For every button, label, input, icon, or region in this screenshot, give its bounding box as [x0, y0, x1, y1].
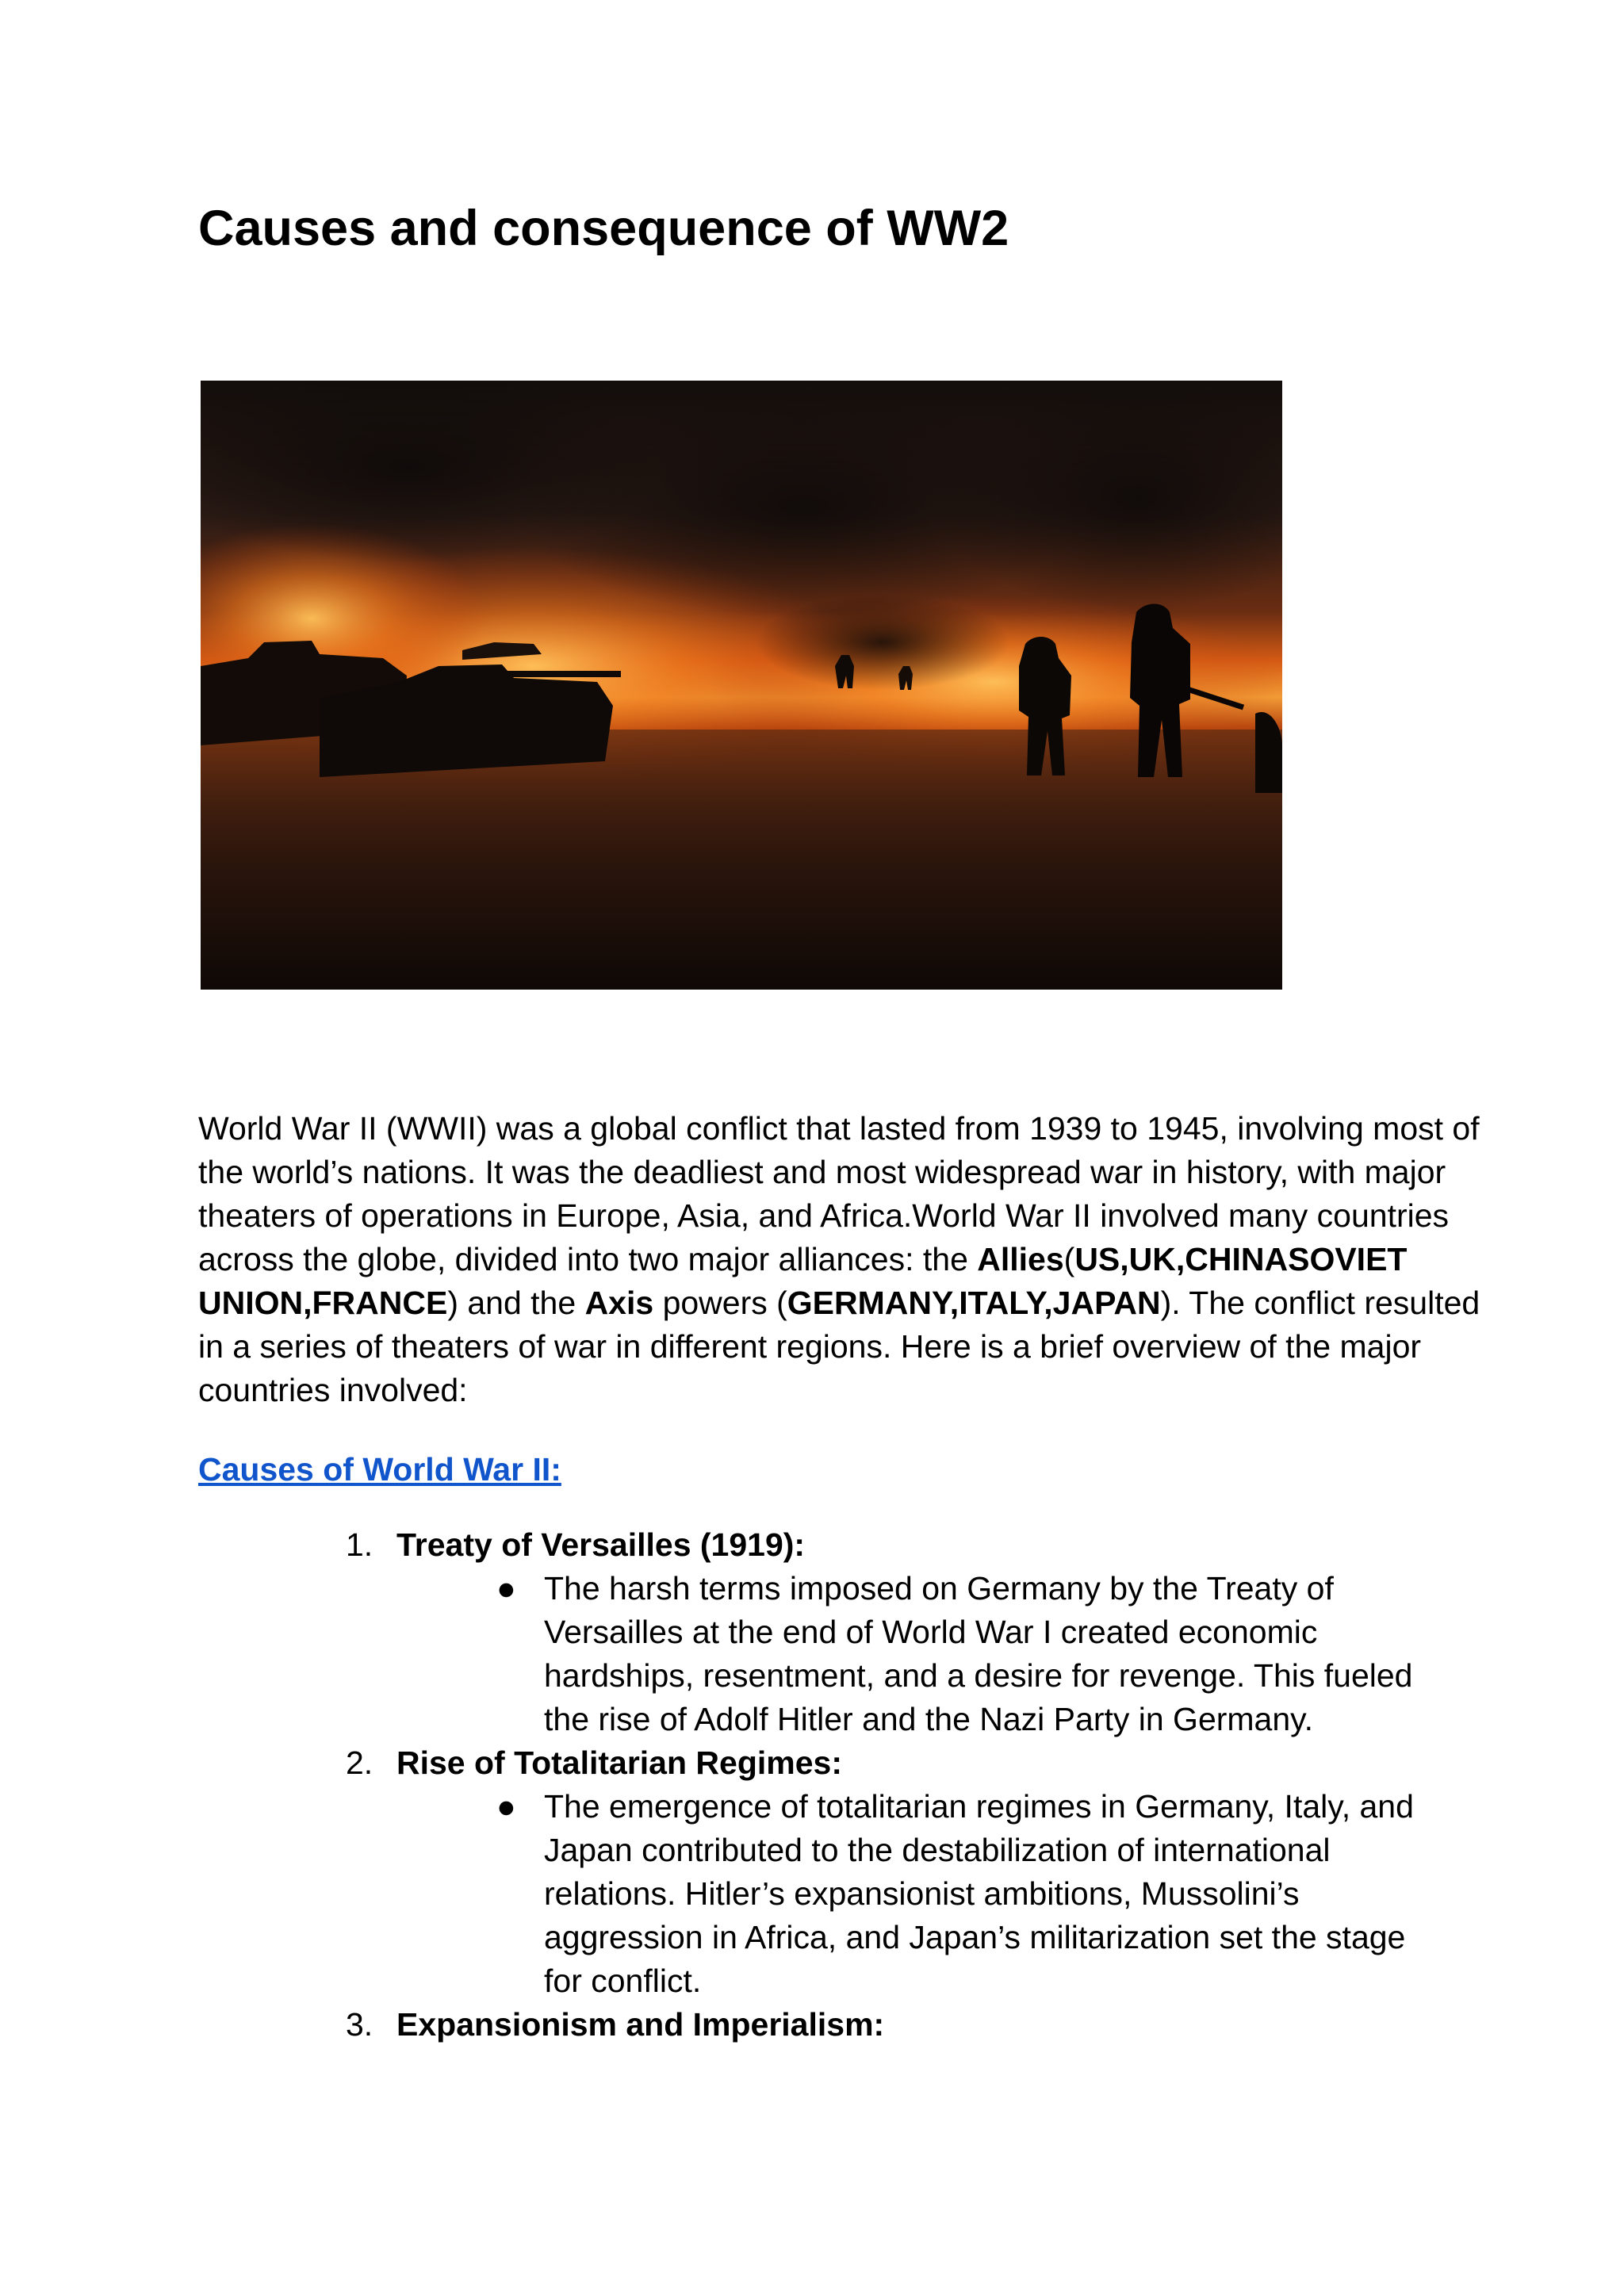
bullet-item — [0, 1567, 1440, 1741]
intro-text: World War II (WWII) was a global conflict that lasted from 1939 to 1945, involving most of the world’s nations. It was the deadliest and most widespread war in history, with major theaters of operations in Europe, Asia, and Africa.World War II involved many countries across the globe, divided into two major alliances: the — [198, 1110, 1480, 1277]
cause-heading — [0, 1741, 1624, 1785]
causes-list — [0, 1523, 1624, 2047]
list-number: 2. — [346, 1744, 373, 1781]
bullet-text: The emergence of totalitarian regimes in Germany, Italy, and Japan contributed to the destabilization of international relations. Hitler’s expansionist ambitions, Mussolini’s aggression in Africa, and Japan’s militarization set the stage for conflict. — [544, 1788, 1414, 1999]
list-number: 1. — [346, 1526, 373, 1563]
list-number: 3. — [346, 2006, 373, 2043]
intro-paragraph — [198, 1107, 1483, 1412]
battlefield-image — [201, 381, 1282, 990]
intro-text: ). The conflict resulted in a series of theaters of war in different regions. Here is a brief overview of the major countries involved: — [198, 1285, 1480, 1408]
intro-text: powers ( — [653, 1285, 787, 1321]
bullet-icon: ● — [496, 1570, 516, 1607]
cause-heading — [0, 2003, 1624, 2047]
allies-members: US,UK,CHINASOVIET UNION,FRANCE — [198, 1241, 1408, 1321]
cause-title: Rise of Totalitarian Regimes: — [396, 1744, 842, 1781]
bullet-text: The harsh terms imposed on Germany by the Treaty of Versailles at the end of World War I created economic hardships, resentment, and a desire for revenge. This fueled the rise of Adolf Hitler and the Nazi Party in Germany. — [544, 1570, 1413, 1737]
cause-title: Expansionism and Imperialism: — [396, 2006, 885, 2043]
bullet-item — [0, 1785, 1440, 2003]
bullet-icon: ● — [496, 1788, 516, 1825]
cause-item — [0, 1741, 1624, 2003]
intro-text: ( — [1063, 1241, 1075, 1277]
allies-label: Allies — [977, 1241, 1064, 1277]
intro-text: ) and the — [447, 1285, 585, 1321]
cause-heading — [0, 1523, 1624, 1567]
axis-label: Axis — [584, 1285, 654, 1321]
cause-bullets — [0, 1567, 1624, 1741]
cause-item — [0, 1523, 1624, 1741]
causes-heading-link[interactable]: Causes of World War II: — [198, 1451, 561, 1488]
document-title: Causes and consequence of WW2 — [198, 201, 1009, 256]
cause-item — [0, 2003, 1624, 2047]
axis-members: GERMANY,ITALY,JAPAN — [787, 1285, 1161, 1321]
cause-bullets — [0, 1785, 1624, 2003]
cause-title: Treaty of Versailles (1919): — [396, 1526, 806, 1563]
